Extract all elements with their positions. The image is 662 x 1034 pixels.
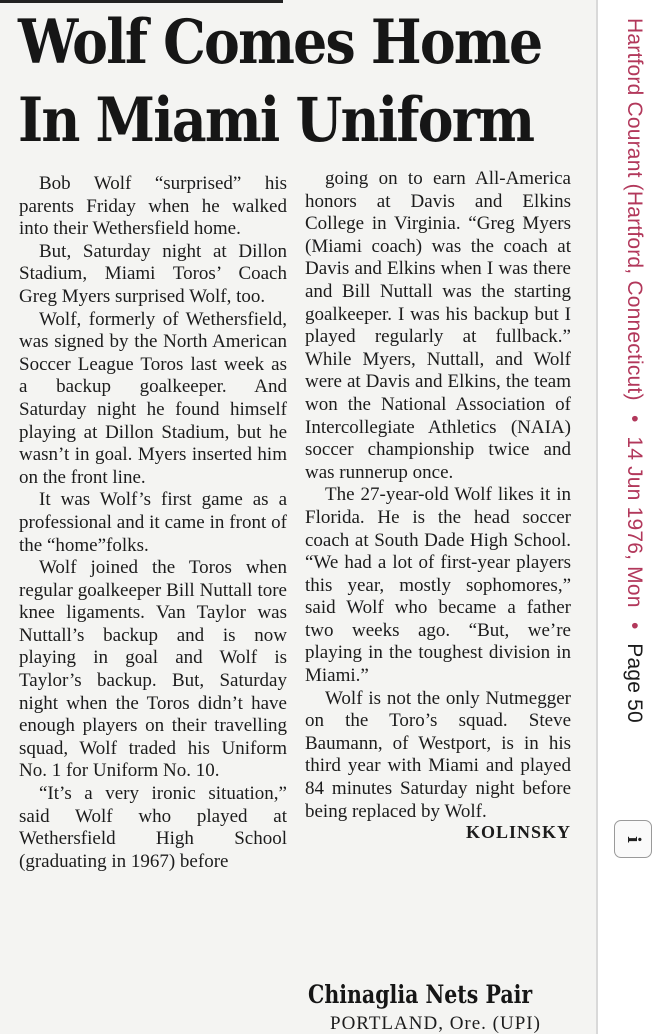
headline-line-1: Wolf Comes Home: [18, 7, 542, 78]
publication-date: 14 Jun 1976, Mon: [623, 436, 646, 608]
paragraph: Bob Wolf “surprised” his parents Friday when he walked into their Wethersfield home.: [19, 173, 287, 240]
info-icon: i: [622, 835, 644, 843]
next-article-headline: Chinaglia Nets Pair: [308, 980, 533, 1009]
next-article-dateline: PORTLAND, Ore. (UPI): [330, 1013, 541, 1034]
headline: [18, 4, 542, 160]
info-button[interactable]: [614, 820, 652, 858]
top-rule: [0, 0, 283, 3]
byline: KOLINSKY: [465, 822, 571, 843]
paragraph: Wolf is not the only Nutmegger on the Toro’s squad. Steve Baumann, of Westport, is in his third year with Miami and played 84 minutes Saturday night before being replaced by Wolf.: [305, 687, 571, 822]
paragraph: going on to earn All-America honors at Davis and Elkins College in Virginia. “Greg Myers (Miami coach) was the coach at Davis and Elkins when I was there and Bill Nuttall was the starting goalkeeper. I was his backup but I played regularly at fullback.” While Myers, Nuttall, and Wolf were at Davis and Elkins, the team won the National Association of Intercollegiate Athletics (NAIA) soccer championship twice and was runnerup once.: [305, 168, 571, 483]
source-name: Hartford Courant (Hartford, Connecticut): [623, 18, 646, 401]
paragraph: Wolf, formerly of Wethersfield, was signed by the North American Soccer League Toros last week as a backup goalkeeper. And Saturday night he found himself playing at Dillon Stadium, but he wasn’t in goal. Myers inserted him on the front line.: [19, 308, 287, 488]
paragraph: “It’s a very ironic situation,” said Wolf who played at Wethersfield High School (graduating in 1967) before: [19, 783, 287, 872]
paragraph: But, Saturday night at Dillon Stadium, Miami Toros’ Coach Greg Myers surprised Wolf, too.: [19, 240, 287, 307]
source-citation: [622, 18, 646, 723]
paragraph: The 27-year-old Wolf likes it in Florida. He is the head soccer coach at South Dade High School. “We had a lot of first-year players this year, mostly sophomores,” said Wolf who became a father two weeks ago. “But, we’re playing in the toughest division in Miami.”: [305, 484, 571, 687]
separator: •: [623, 414, 646, 423]
headline-line-2: In Miami Uniform: [18, 85, 534, 156]
separator: •: [623, 621, 646, 630]
left-column: [19, 173, 287, 873]
paragraph: It was Wolf’s first game as a professional and it came in front of the “home”folks.: [19, 489, 287, 556]
right-column: [305, 168, 571, 843]
page-number: Page 50: [623, 643, 646, 723]
paragraph: Wolf joined the Toros when regular goalkeeper Bill Nuttall tore knee ligaments. Van Taylor was Nuttall’s backup and is now playing in goal and Wolf is Taylor’s backup. But, Saturday night when the Toros didn’t have enough players on their travelling squad, Wolf traded his Uniform No. 1 for Uniform No. 10.: [19, 557, 287, 782]
